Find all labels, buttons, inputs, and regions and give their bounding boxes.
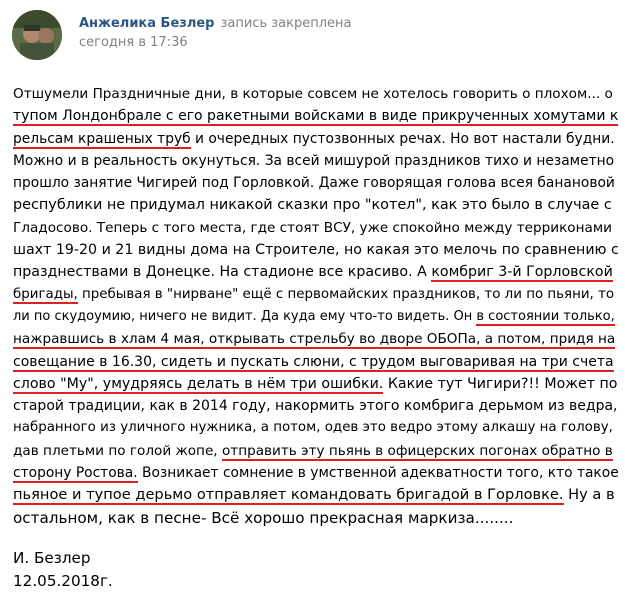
highlighted-text: слово "Му", умудряясь делать в нём три ошибки. [13, 375, 384, 392]
post-line [13, 284, 619, 306]
signature-name: И. Безлер [13, 549, 91, 567]
post-line [13, 105, 619, 127]
text: пребывая в "нирване" ещё с первомайских праздников, то ли по пьяни, то [77, 286, 615, 302]
text: Какие тут Чигири?!! Может по [383, 375, 618, 392]
text: шахт 19-20 и 21 видны дома на Строителе, но какая это мелочь по сравнению с [13, 242, 619, 259]
text: остальном, как в песне- Всё хорошо прекрасная маркиза........ [13, 508, 514, 527]
highlighted-text: в состоянии только, [476, 308, 615, 324]
post-line [13, 417, 619, 439]
post-line [13, 261, 619, 283]
post-line [13, 484, 619, 506]
text: Гладосово. Теперь с того места, где стоят ВСУ, уже спокойно между терриконами [13, 219, 612, 236]
post-line [13, 395, 619, 417]
post-line [13, 351, 619, 373]
text: Можно и в реальность окунуться. За всей мишурой праздников тихо и незаметно [13, 152, 615, 169]
post-timestamp[interactable]: сегодня в 17:36 [79, 35, 188, 50]
highlighted-text: отправить эту пьянь в офицерских погонах обратно в [221, 442, 613, 459]
text: Ну а в [563, 486, 615, 504]
highlighted-text: нажравшись в хлам 4 мая, открывать стрельбу во дворе ОБОПа, а потом, придя на [13, 331, 616, 348]
pinned-status: запись закреплена [220, 16, 352, 31]
avatar[interactable] [12, 10, 62, 60]
post-line [13, 150, 619, 172]
text: Возникает сомнение в умственной адекватности того, кто такое [137, 465, 619, 482]
avatar-photo [12, 10, 62, 60]
text: празднествами в Донецке. На стадионе все красиво. А [13, 264, 432, 281]
post-line [13, 172, 619, 194]
highlighted-text: рельсам крашеных труб [13, 130, 191, 147]
text: старой традиции, как в 2014 году, накормить этого комбрига дерьмом из ведра, [13, 398, 618, 415]
post-line [13, 306, 619, 328]
post-line [13, 128, 619, 150]
post-line [13, 328, 619, 350]
post-line [13, 239, 619, 261]
signature-date: 12.05.2018г. [13, 572, 113, 590]
highlighted-text: тупом Лондонбрале с его ракетными войсками в виде прикрученных хомутами к [13, 108, 619, 125]
text: прошло занятие Чигирей под Горловкой. Даже говорящая голова всея банановой [13, 175, 615, 192]
text: Отшумели Праздничные дни, в которые совсем не хотелось говорить о плохом... о [13, 86, 613, 102]
post-line [13, 83, 619, 105]
text: набранного из уличного нужника, а потом, одев это ведро этому алкашу на голову, [13, 420, 613, 436]
post-line [13, 462, 619, 484]
highlighted-text: бригады, [13, 286, 78, 302]
text: республики не придумал никакой сказки про "котел", как это было в случае с [13, 197, 612, 214]
highlighted-text: комбриг 3-й Горловской [431, 264, 613, 281]
post-line [13, 373, 619, 395]
post-line [13, 440, 619, 462]
text: и очередных пустозвонных речах. Но вот настали будни. [190, 130, 615, 147]
highlighted-text: сторону Ростова. [13, 465, 138, 482]
post-header [79, 16, 352, 32]
highlighted-text: совещание в 16.30, сидеть и пускать слюни, с трудом выговаривая на три счета [13, 353, 614, 370]
text: ли по скудоумию, ничего не видит. Да куда ему что-то видеть. Он [13, 308, 477, 324]
post-line [13, 217, 619, 239]
post-text [13, 83, 619, 529]
author-name[interactable]: Анжелика Безлер [79, 16, 215, 31]
post-line [13, 194, 619, 216]
post-line [13, 507, 619, 529]
highlighted-text: пьяное и тупое дерьмо отправляет командовать бригадой в Горловке. [13, 486, 564, 504]
text: дав плетьми по голой жопе, [13, 442, 222, 459]
